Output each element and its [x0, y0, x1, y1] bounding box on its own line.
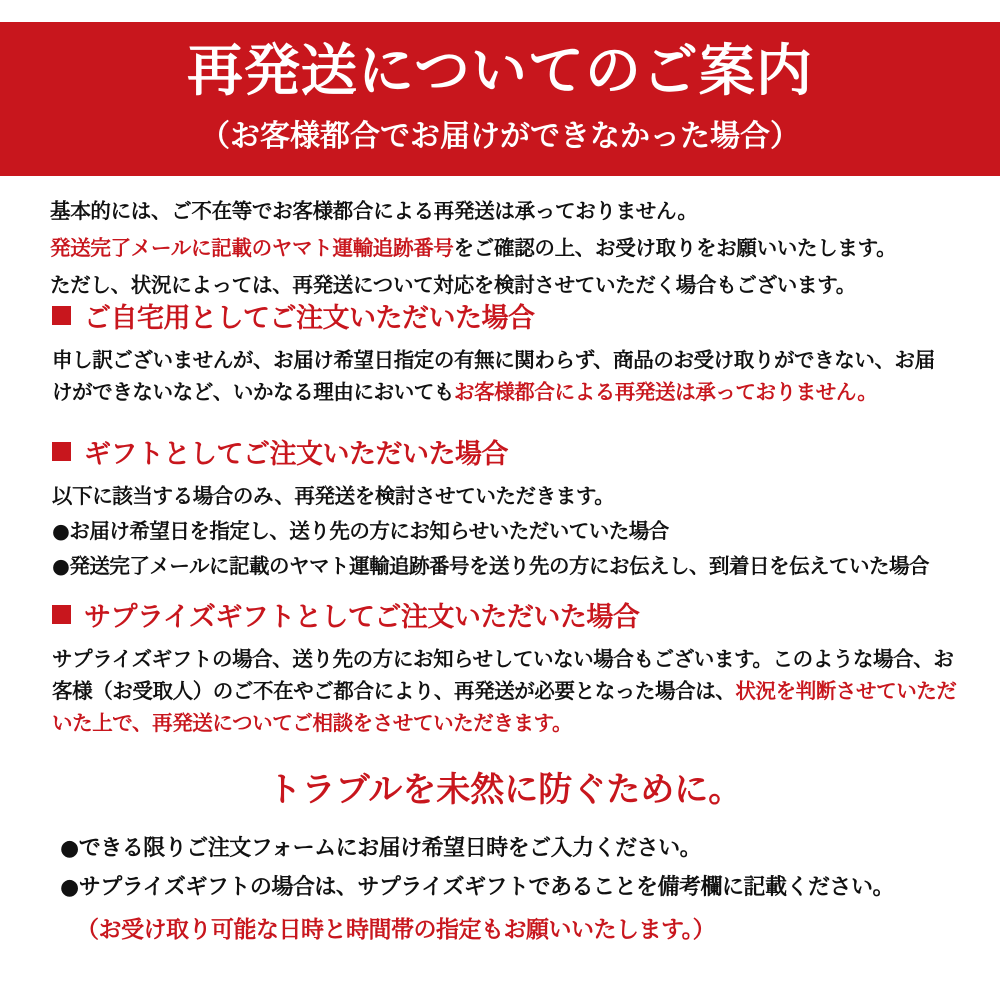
- intro-line-1: 基本的には、ご不在等でお客様都合による再発送は承っておりません。: [50, 199, 698, 223]
- banner-subtitle: （お客様都合でお届けができなかった場合）: [200, 119, 800, 155]
- intro-block: [50, 196, 960, 306]
- section-gift-body: [52, 481, 960, 582]
- section-surprise-gift-heading-text: サプライズギフトとしてご注文いただいた場合: [84, 602, 640, 633]
- intro-line-2-highlight: 発送完了メールに記載のヤマト運輸追跡番号: [50, 235, 454, 260]
- section-home-use-body: [52, 345, 952, 409]
- intro-line-3: ただし、状況によっては、再発送について対応を検討させていただく場合もございます。: [50, 272, 856, 297]
- section-gift-body-text: 以下に該当する場合のみ、再発送を検討させていただきます。: [52, 484, 615, 508]
- footer-block: [50, 762, 960, 944]
- section-gift: [52, 432, 960, 584]
- section-home-use-heading: [52, 296, 960, 335]
- section-home-use-body-highlight: お客様都合による再発送は承っておりません。: [454, 379, 878, 404]
- square-bullet-icon: [52, 306, 71, 325]
- banner-title: 再発送についてのご案内: [187, 38, 813, 104]
- footer-bullet-2: ●サプライズギフトの場合は、サプライズギフトであることを備考欄に記載ください。: [60, 875, 894, 901]
- intro-line-2-tail: をご確認の上、お受け取りをお願いいたします。: [453, 235, 897, 260]
- square-bullet-icon: [52, 442, 71, 461]
- footer-title: トラブルを未然に防ぐために。: [267, 770, 743, 810]
- intro-line-2: [50, 233, 960, 264]
- section-surprise-gift-heading: [52, 595, 960, 634]
- section-surprise-gift-body-highlight: 状況を判断させていただいた上で、再発送についてご相談をさせていただきます。: [52, 678, 957, 735]
- section-surprise-gift: [52, 595, 960, 739]
- section-surprise-gift-body-text: サプライズギフトの場合、送り先の方にお知らせしていない場合もございます。このような場合、お客様（お受取人）のご不在やご都合により、再発送が必要となった場合は、: [52, 647, 954, 703]
- header-banner: [0, 22, 1000, 176]
- section-home-use-body-text: 申し訳ございませんが、お届け希望日指定の有無に関わらず、商品のお受け取りができない、お届けができないなど、いかなる理由においても: [52, 348, 935, 404]
- footer-note: （お受け取り可能な日時と時間帯の指定もお願いいたします。）: [76, 917, 716, 944]
- section-gift-heading: [52, 432, 960, 471]
- section-home-use-heading-text: ご自宅用としてご注文いただいた場合: [84, 303, 535, 334]
- section-gift-heading-text: ギフトとしてご注文いただいた場合: [84, 439, 508, 470]
- section-surprise-gift-body: [52, 644, 960, 739]
- section-gift-bullet-2: ●発送完了メールに記載のヤマト運輸追跡番号を送り先の方にお伝えし、到着日を伝えていた場合: [52, 553, 929, 578]
- section-home-use: [52, 296, 960, 409]
- square-bullet-icon: [52, 605, 71, 624]
- footer-bullet-1: ●できる限りご注文フォームにお届け希望日時をご入力ください。: [60, 836, 702, 861]
- section-gift-bullet-1: ●お届け希望日を指定し、送り先の方にお知らせいただいていた場合: [52, 518, 669, 543]
